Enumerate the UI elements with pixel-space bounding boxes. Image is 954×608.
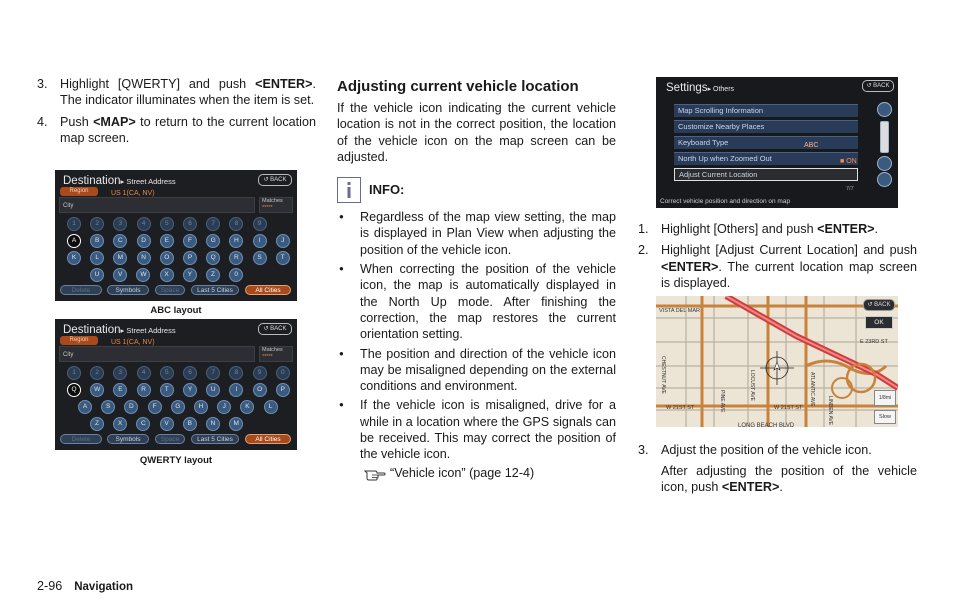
key-s[interactable]: S [101, 400, 115, 414]
key-9[interactable]: 9 [253, 217, 267, 231]
key-y[interactable]: Y [183, 383, 197, 397]
keyboard-type-value: ABC [804, 142, 819, 149]
street-label: LONG BEACH BLVD [738, 423, 795, 427]
avenue-label: ATLANTIC AVE [809, 372, 815, 407]
key-c[interactable]: C [136, 417, 150, 431]
key-m[interactable]: M [229, 417, 243, 431]
key-r[interactable]: R [229, 251, 243, 265]
key-s[interactable]: S [253, 251, 267, 265]
key-w[interactable]: W [90, 383, 104, 397]
avenue-label: PINE AVE [719, 390, 725, 413]
step-text: Highlight [Others] and push [661, 222, 818, 236]
back-button[interactable]: ↺ BACK [258, 174, 292, 186]
map-key-label: <MAP> [93, 114, 136, 129]
street-label: W 21ST ST [774, 405, 803, 411]
region-button[interactable]: Region [60, 336, 98, 345]
key-t[interactable]: T [276, 251, 290, 265]
key-z[interactable]: Z [90, 417, 104, 431]
back-button[interactable]: ↺ BACK [862, 80, 894, 92]
info-header [337, 177, 616, 203]
step-3 [37, 76, 316, 109]
bullet-item: ● If the vehicle icon is misaligned, drive for a while in a location where the GPS signals can be received. This may correct the position of the vehicle icon. [337, 397, 616, 462]
space-button[interactable]: Space [155, 434, 185, 444]
scroll-up-icon[interactable] [877, 102, 892, 117]
north-up-value: ■ ON [840, 158, 857, 165]
key-p[interactable]: P [276, 383, 290, 397]
step-3 [638, 442, 917, 458]
steps-list [638, 221, 917, 291]
street-label: W 21ST ST [666, 405, 695, 411]
menu-item-adjust-location[interactable]: Adjust Current Location [674, 168, 858, 181]
key-m[interactable]: M [113, 251, 127, 265]
key-f[interactable]: F [183, 234, 197, 248]
city-input[interactable]: City [59, 197, 255, 213]
key-v[interactable]: V [113, 268, 127, 282]
qwerty-keyboard-screen [55, 319, 297, 450]
qwerty-caption: QWERTY layout [139, 455, 213, 466]
key-9[interactable]: 9 [253, 366, 267, 380]
key-2[interactable]: 2 [90, 217, 104, 231]
last-5-cities-button[interactable]: Last 5 Cities [191, 434, 239, 444]
key-a[interactable]: A [78, 400, 92, 414]
pointing-hand-icon [364, 465, 386, 481]
key-u[interactable]: U [206, 383, 220, 397]
enter-key-label: <ENTER> [817, 222, 875, 236]
street-label: E 23RD ST [860, 339, 888, 345]
key-n[interactable]: N [137, 251, 151, 265]
space-button[interactable]: Space [155, 285, 185, 295]
step-text: . [874, 222, 879, 236]
avenue-label: LINDEN AVE [827, 396, 833, 426]
key-g[interactable]: G [206, 234, 220, 248]
page-number: 2-96 [37, 579, 63, 593]
key-4[interactable]: 4 [137, 366, 151, 380]
region-value: US 1(CA, NV) [111, 339, 155, 346]
matches-indicator: Matches ***** [259, 346, 293, 362]
key-k[interactable]: K [240, 400, 254, 414]
settings-screen [656, 77, 898, 208]
key-x[interactable]: X [160, 268, 174, 282]
step-number: 3. [638, 443, 649, 457]
key-o[interactable]: O [253, 383, 267, 397]
bullet-item: ● When correcting the position of the vehicle icon, the map is automatically displayed in the North Up mode. After finishing the correction, the map restores the current orientation setting. [337, 261, 616, 342]
step-2 [638, 242, 917, 291]
region-button[interactable]: Region [60, 187, 98, 196]
key-2[interactable]: 2 [90, 366, 104, 380]
step-text: Adjust the position of the vehicle icon. [661, 443, 872, 457]
all-cities-button[interactable]: All Cities [245, 434, 291, 444]
key-7[interactable]: 7 [206, 217, 220, 231]
scroll-down-icon[interactable] [877, 172, 892, 187]
all-cities-button[interactable]: All Cities [245, 285, 291, 295]
intro-paragraph: If the vehicle icon indicating the current vehicle location is not in the correct position, the location of the vehicle icon on the map screen can be adjusted. [337, 101, 616, 164]
slow-button[interactable]: Slow [874, 410, 896, 424]
key-6[interactable]: 6 [183, 366, 197, 380]
city-input[interactable]: City [59, 346, 255, 362]
key-q[interactable]: Q [67, 383, 81, 397]
key-b[interactable]: B [90, 234, 104, 248]
step-number: 1. [638, 222, 649, 236]
steps-list [37, 76, 316, 146]
key-z[interactable]: Z [206, 268, 220, 282]
key-5[interactable]: 5 [160, 217, 174, 231]
enter-key-label: <ENTER> [661, 259, 719, 274]
delete-button[interactable]: Delete [60, 434, 102, 444]
steps-list [638, 442, 917, 458]
symbols-button[interactable]: Symbols [107, 285, 149, 295]
ok-button[interactable]: OK [865, 316, 893, 329]
delete-button[interactable]: Delete [60, 285, 102, 295]
menu-item-keyboard-type[interactable]: Keyboard Type [674, 136, 858, 149]
key-o[interactable]: O [160, 251, 174, 265]
key-3[interactable]: 3 [113, 217, 127, 231]
step-text: . The indicator illuminates when the item is set. [60, 77, 316, 108]
step-4 [37, 114, 316, 147]
key-n[interactable]: N [206, 417, 220, 431]
menu-item-north-up[interactable]: North Up when Zoomed Out [674, 152, 858, 165]
bullet-item: ● Regardless of the map view setting, the map is displayed in Plan View when adjusting the position of the vehicle icon. [337, 209, 616, 258]
step-1 [638, 221, 917, 237]
key-4[interactable]: 4 [137, 217, 151, 231]
menu-item-map-scrolling[interactable]: Map Scrolling Information [674, 104, 858, 117]
page-up-icon[interactable] [877, 156, 892, 171]
key-c[interactable]: C [113, 234, 127, 248]
key-g[interactable]: G [171, 400, 185, 414]
key-8[interactable]: 8 [229, 366, 243, 380]
key-t[interactable]: T [160, 383, 174, 397]
key-j[interactable]: J [276, 234, 290, 248]
symbols-button[interactable]: Symbols [107, 434, 149, 444]
key-6[interactable]: 6 [183, 217, 197, 231]
screen-title: Destination▸ Street Address [63, 175, 176, 187]
help-text: Correct vehicle position and direction on map [660, 198, 791, 205]
step-text: Push [60, 114, 94, 129]
key-d[interactable]: D [137, 234, 151, 248]
key-0[interactable]: 0 [276, 366, 290, 380]
info-bullets [337, 209, 616, 462]
middle-column [337, 76, 616, 481]
step-number: 3. [37, 77, 48, 91]
abc-keyboard-screen [55, 170, 297, 301]
key-h[interactable]: H [229, 234, 243, 248]
page-indicator: 7/7 [846, 186, 854, 192]
page-footer [37, 578, 133, 595]
step-text: Highlight [QWERTY] and push [60, 77, 256, 91]
bullet-item: ● The position and direction of the vehicle icon may be misaligned depending on the external conditions and environment. [337, 346, 616, 395]
key-r[interactable]: R [137, 383, 151, 397]
key-j[interactable]: J [217, 400, 231, 414]
key-f[interactable]: F [148, 400, 162, 414]
avenue-label: LOCUST AVE [749, 370, 755, 401]
key-7[interactable]: 7 [206, 366, 220, 380]
info-label: INFO: [369, 182, 405, 198]
key-a[interactable]: A [67, 234, 81, 248]
key-b[interactable]: B [183, 417, 197, 431]
key-e[interactable]: E [160, 234, 174, 248]
key-k[interactable]: K [67, 251, 81, 265]
matches-indicator: Matches ***** [259, 197, 293, 213]
map-screen [656, 296, 898, 427]
screen-title: Settings▸ Others [666, 82, 735, 94]
street-label: VISTA DEL MAR [659, 308, 700, 314]
after-paragraph: After adjusting the position of the vehicle icon, push <ENTER>. [661, 464, 917, 495]
info-icon [337, 177, 361, 203]
step-number: 2. [638, 243, 649, 258]
scale-indicator: 1/8mi [874, 390, 896, 406]
scrollbar[interactable] [880, 121, 889, 153]
abc-caption: ABC layout [150, 305, 202, 316]
key-w[interactable]: W [136, 268, 150, 282]
key-h[interactable]: H [194, 400, 208, 414]
back-button[interactable]: ↺ BACK [258, 323, 292, 335]
key-8[interactable]: 8 [229, 217, 243, 231]
step-number: 4. [37, 114, 48, 129]
indicator-icon: ■ [840, 158, 847, 165]
reference-text[interactable]: “Vehicle icon” (page 12-4) [390, 465, 535, 480]
cross-reference [337, 465, 616, 481]
back-button[interactable]: ↺ BACK [863, 299, 895, 311]
step-text: . The current location map screen is displayed. [661, 259, 917, 290]
key-l[interactable]: L [264, 400, 278, 414]
key-i[interactable]: I [253, 234, 267, 248]
key-5[interactable]: 5 [160, 366, 174, 380]
step-text: Highlight [Adjust Current Location] and push [661, 243, 917, 258]
key-v[interactable]: V [160, 417, 174, 431]
key-x[interactable]: X [113, 417, 127, 431]
last-5-cities-button[interactable]: Last 5 Cities [191, 285, 239, 295]
key-3[interactable]: 3 [113, 366, 127, 380]
left-column [37, 76, 316, 466]
enter-key-label: <ENTER> [255, 77, 313, 91]
key-i[interactable]: I [229, 383, 243, 397]
key-1[interactable]: 1 [67, 366, 81, 380]
key-e[interactable]: E [113, 383, 127, 397]
section-name: Navigation [74, 581, 134, 593]
key-0[interactable]: 0 [229, 268, 243, 282]
step-text: to return to the current location map screen. [60, 114, 316, 145]
key-y[interactable]: Y [183, 268, 197, 282]
key-d[interactable]: D [124, 400, 138, 414]
key-q[interactable]: Q [206, 251, 220, 265]
key-p[interactable]: P [183, 251, 197, 265]
key-u[interactable]: U [90, 268, 104, 282]
section-heading: Adjusting current vehicle location [337, 78, 579, 95]
key-1[interactable]: 1 [67, 217, 81, 231]
avenue-label: CHESTNUT AVE [660, 356, 666, 394]
enter-key-label: <ENTER> [721, 480, 780, 495]
screen-title: Destination▸ Street Address [63, 324, 176, 336]
region-value: US 1(CA, NV) [111, 190, 155, 197]
menu-item-customize-nearby[interactable]: Customize Nearby Places [674, 120, 858, 133]
key-l[interactable]: L [90, 251, 104, 265]
